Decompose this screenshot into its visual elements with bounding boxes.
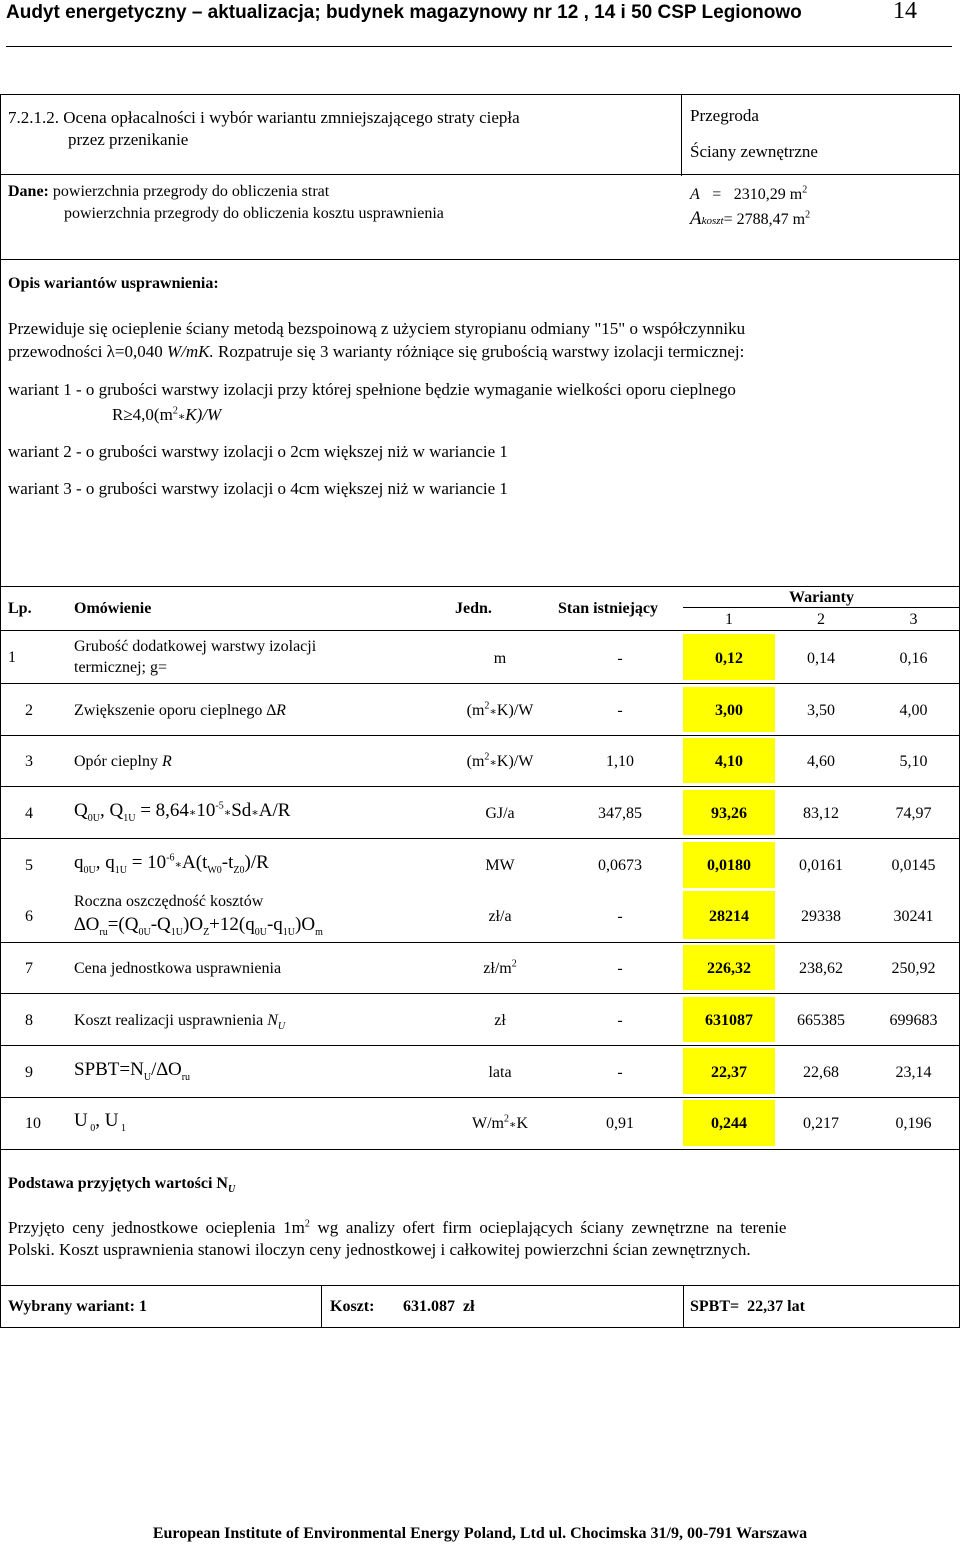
row1-lp: 1 xyxy=(8,649,16,666)
row8-unit: zł xyxy=(494,1012,506,1029)
row10-variant2: 0,217 xyxy=(803,1115,839,1132)
row10-current: 0,91 xyxy=(606,1115,634,1132)
row5-formula: $q_{0U}$, $q_{1U}$ = $10^{-6}∗A(t_{W0}-t_{Z0})/R$ xyxy=(74,852,269,876)
row2-variant3: 4,00 xyxy=(899,702,928,719)
row7-unit-text: zł/m xyxy=(483,960,512,977)
row3-current: 1,10 xyxy=(606,753,634,770)
row7-variant2: 238,62 xyxy=(799,960,843,977)
basis-para2: Polski. Koszt usprawnienia stanowi iloczyn ceny jednostkowej i całkowitej powierzchni ścian zewnętrznych. xyxy=(8,1240,751,1259)
row3-desc: Opór cieplny R xyxy=(74,753,172,770)
row7-unit: $zł/m^2$ xyxy=(483,958,517,977)
row2-variant1: 3,00 xyxy=(715,702,743,719)
th-current: Stan istniejący xyxy=(558,600,658,617)
row6-desc: Roczna oszczędność kosztów xyxy=(74,893,264,910)
area-a-symbol: A xyxy=(690,186,700,203)
row2-unit: $(m^2∗K)/W$ xyxy=(466,700,534,719)
th-lp: Lp. xyxy=(8,600,32,617)
row6-unit: zł/a xyxy=(488,908,512,925)
row6-variant3: 30241 xyxy=(893,908,934,925)
row3-lp: 3 xyxy=(25,753,33,770)
basis-para1b: wg analizy ofert firm ocieplających ściany zewnętrzne na terenie xyxy=(309,1218,787,1237)
basis-heading xyxy=(8,1173,235,1194)
row2-variant2: 3,50 xyxy=(807,702,835,719)
header-divider xyxy=(681,94,682,176)
row5-variant1: 0,0180 xyxy=(707,857,751,874)
spbt-value: SPBT= 22,37 lat xyxy=(690,1298,805,1315)
row2-desc: Zwiększenie oporu cieplnego ∆R xyxy=(74,702,286,719)
summary-divider xyxy=(683,1285,684,1328)
conductivity: przewodności λ=0,040 xyxy=(8,342,167,361)
row6-current: - xyxy=(617,908,623,925)
page-number: 14 xyxy=(893,0,917,24)
row1-unit: m xyxy=(493,650,507,667)
row7-variant3: 250,92 xyxy=(891,960,936,977)
area-a-koszt-value: 2788,47 m xyxy=(736,211,806,228)
row9-lp: 9 xyxy=(25,1064,33,1081)
row1-variant3: 0,16 xyxy=(899,650,928,667)
row8-desc: Koszt realizacji usprawnienia $N_U$ xyxy=(74,1012,286,1033)
options-para2 xyxy=(8,341,952,363)
document-title: Audyt energetyczny – aktualizacja; budynek magazynowy nr 12 , 14 i 50 CSP Legionowo xyxy=(6,2,802,23)
area-a-koszt-sub: koszt xyxy=(701,215,724,227)
row4-variant1: 93,26 xyxy=(711,805,747,822)
row10-unit-a: W/m xyxy=(471,1115,504,1132)
th-variant-2: 2 xyxy=(817,611,825,628)
row5-variant2: 0,0161 xyxy=(799,857,843,874)
area-a-koszt-symbol: A xyxy=(690,208,702,229)
row1-variant1: 0,12 xyxy=(715,650,743,667)
options-heading: Opis wariantów usprawnienia: xyxy=(8,275,219,292)
variant-1-req-b: K)/W xyxy=(185,405,222,424)
row10-variant3: 0,196 xyxy=(895,1115,932,1132)
row10-variant1: 0,244 xyxy=(711,1115,747,1132)
row-rule xyxy=(0,1149,960,1150)
row5-unit: MW xyxy=(485,857,515,874)
row4-lp: 4 xyxy=(25,805,33,822)
variant-1-desc: wariant 1 - o grubości warstwy izolacji przy której spełnione będzie wymaganie wielkości oporu cieplnego xyxy=(8,380,736,399)
row8-variant1: 631087 xyxy=(705,1012,753,1029)
row2-lp: 2 xyxy=(25,702,33,719)
row-rule xyxy=(0,838,960,839)
row5-current: 0,0673 xyxy=(598,857,642,874)
given-data-label: Dane: xyxy=(8,183,49,200)
row-rule xyxy=(0,683,960,684)
partition-value: Ściany zewnętrzne xyxy=(690,142,818,161)
row6-formula: $\Delta O_{ru}=(Q_{0U}-Q_{1U})O_Z+12(q_{0U}-q_{1U})O_m$ xyxy=(74,914,323,938)
row2-unit-a: (m xyxy=(466,702,485,719)
partition-label: Przegroda xyxy=(690,106,759,125)
th-unit: Jedn. xyxy=(455,600,492,617)
variant-3-desc: wariant 3 - o grubości warstwy izolacji o 4cm większej niż w wariancie 1 xyxy=(8,479,508,498)
area-a: A = 2310,29 $m^2$ xyxy=(690,184,808,203)
section-heading xyxy=(8,107,678,151)
area-a-value: 2310,29 m xyxy=(733,186,803,203)
summary-divider xyxy=(321,1285,322,1328)
row-rule xyxy=(0,1097,960,1098)
row9-variant2: 22,68 xyxy=(803,1064,839,1081)
row10-lp: 10 xyxy=(25,1115,41,1132)
th-variant-1: 1 xyxy=(725,611,733,628)
row9-variant3: 23,14 xyxy=(895,1064,932,1081)
conductivity-unit: W/mK. xyxy=(167,342,214,361)
row8-variant3: 699683 xyxy=(889,1012,938,1029)
area-a-koszt: Akoszt= 2788,47 $m^2$ xyxy=(690,208,811,229)
row3-desc-text: Opór cieplny xyxy=(74,753,162,770)
row6-lp: 6 xyxy=(25,908,33,925)
row7-variant1: 226,32 xyxy=(707,960,751,977)
variant-1-req-a: R≥4,0(m xyxy=(112,405,173,424)
row2-desc-text: Zwiększenie oporu cieplnego xyxy=(74,702,267,719)
cost-value: 631.087 zł xyxy=(403,1298,475,1315)
row8-desc-text: Koszt realizacji usprawnienia xyxy=(74,1012,268,1029)
row8-current: - xyxy=(617,1012,623,1029)
row4-current: 347,85 xyxy=(598,805,642,822)
row10-unit-b: K xyxy=(516,1115,529,1132)
options-para2-rest: Rozpatruje się 3 warianty różniące się grubością warstwy izolacji termicznej: xyxy=(213,342,745,361)
row-rule xyxy=(0,993,960,994)
row3-variant1: 4,10 xyxy=(715,753,743,770)
row4-variant3: 74,97 xyxy=(895,805,932,822)
row2-unit-b: K)/W xyxy=(496,702,534,719)
row8-variant2: 665385 xyxy=(797,1012,845,1029)
table-header-rule xyxy=(0,630,960,631)
given-line1: powierzchnia przegrody do obliczenia strat xyxy=(52,183,330,200)
row8-lp: 8 xyxy=(25,1012,33,1029)
th-description: Omówienie xyxy=(74,600,152,617)
row1-desc-line2: termicznej; g= xyxy=(74,659,167,676)
cost-label: Koszt: xyxy=(330,1298,375,1315)
basis-heading-sub: U xyxy=(227,1184,236,1196)
row6-variant2: 29338 xyxy=(801,908,841,925)
row3-variant2: 4,60 xyxy=(807,753,835,770)
basis-para1a: Przyjęto ceny jednostkowe ocieplenia 1m xyxy=(8,1218,305,1237)
section-heading-line2: przez przenikanie xyxy=(68,130,189,149)
header-separator xyxy=(0,174,960,175)
row-rule xyxy=(0,786,960,787)
basis-heading-text: Podstawa przyjętych wartości N xyxy=(8,1175,228,1192)
footer-address: European Institute of Environmental Energy Poland, Ltd ul. Chocimska 31/9, 00-791 Warszawa xyxy=(152,1525,808,1542)
row10-formula: U $_0$, U $_1$ xyxy=(74,1110,126,1134)
row4-formula: $Q_{0U}$, $Q_{1U}$ = $8,64∗10^{-5}∗Sd∗A/R$ xyxy=(74,800,291,824)
options-para1: Przewiduje się ocieplenie ściany metodą bezspoinową z użyciem styropianu odmiany "15" o współczynniku xyxy=(8,319,746,338)
row4-unit: GJ/a xyxy=(485,805,515,822)
variant-2-desc: wariant 2 - o grubości warstwy izolacji o 2cm większej niż w wariancie 1 xyxy=(8,442,508,461)
row9-variant1: 22,37 xyxy=(711,1064,747,1081)
row2-current: - xyxy=(617,702,623,719)
row6-variant1: 28214 xyxy=(709,908,749,925)
row7-desc: Cena jednostkowa usprawnienia xyxy=(74,960,282,977)
th-variants: Warianty xyxy=(789,589,854,606)
row4-variant2: 83,12 xyxy=(803,805,839,822)
row3-variant3: 5,10 xyxy=(899,753,928,770)
given-data xyxy=(8,181,329,202)
row7-current: - xyxy=(617,960,623,977)
row3-unit-b: K)/W xyxy=(496,753,534,770)
row10-unit: $W/m^2∗K$ xyxy=(471,1113,529,1132)
row3-unit-a: (m xyxy=(466,753,485,770)
variant-1-requirement: $R\ge 4,0(m^2∗K)/W$ xyxy=(112,405,222,424)
given-line2: powierzchnia przegrody do obliczenia kosztu usprawnienia xyxy=(64,205,444,222)
row-rule xyxy=(0,1045,960,1046)
chosen-variant: Wybrany wariant: 1 xyxy=(8,1298,147,1315)
row1-desc-line1: Grubość dodatkowej warstwy izolacji xyxy=(74,638,317,655)
row3-unit: $(m^2∗K)/W$ xyxy=(466,751,534,770)
section-heading-line1: 7.2.1.2. Ocena opłacalności i wybór wariantu zmniejszającego straty ciepła xyxy=(8,108,520,127)
header-rule xyxy=(6,46,952,47)
row7-lp: 7 xyxy=(25,960,33,977)
basis-para1: Przyjęto ceny jednostkowe ocieplenia $1m^2$ wg analizy ofert firm ocieplających ściany zewnętrzne na terenie xyxy=(8,1218,787,1237)
row9-current: - xyxy=(617,1064,623,1081)
row-rule xyxy=(0,942,960,943)
row1-variant2: 0,14 xyxy=(807,650,835,667)
row5-lp: 5 xyxy=(25,857,33,874)
row1-current: - xyxy=(617,650,623,667)
row9-formula: $SPBT=N_U/\Delta O_{ru}$ xyxy=(74,1059,191,1083)
row5-variant3: 0,0145 xyxy=(891,857,936,874)
row9-unit: lata xyxy=(488,1064,512,1081)
th-variant-3: 3 xyxy=(909,611,918,628)
row-rule xyxy=(0,735,960,736)
